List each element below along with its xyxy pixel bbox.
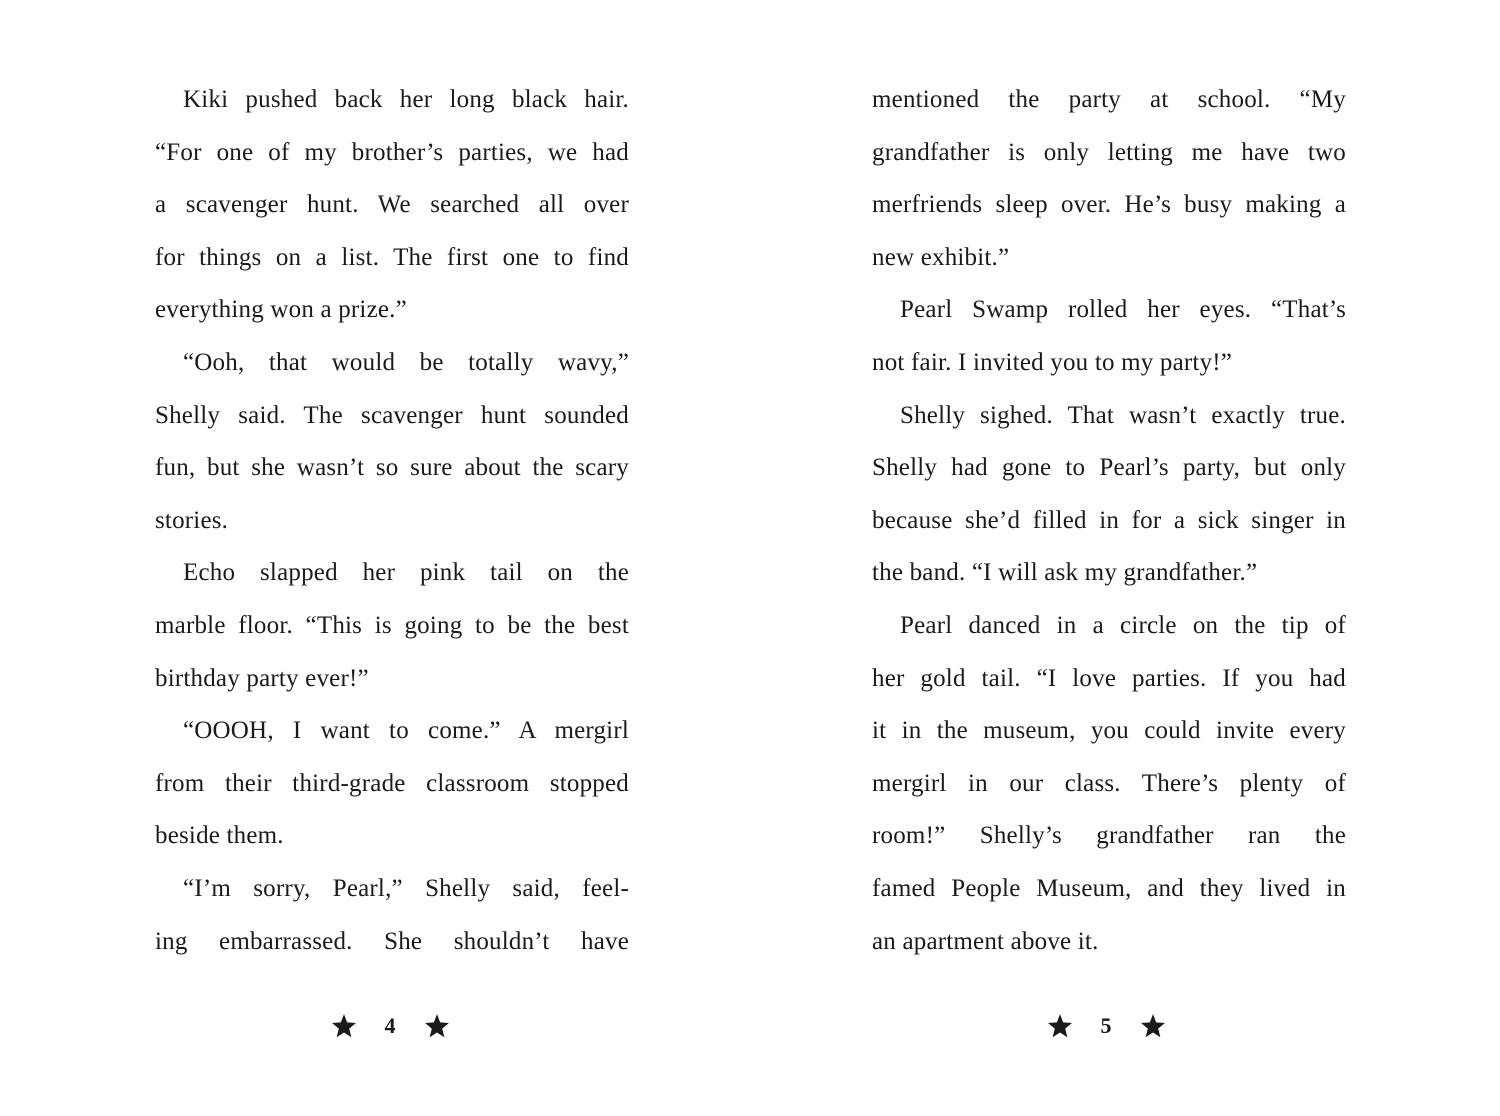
text-line: mentioned the party at school. “My [872, 86, 1346, 113]
text-line: famed People Museum, and they lived in [872, 874, 1346, 902]
text-line: not fair. I invited you to my party!” [872, 348, 1233, 376]
text-line: beside them. [155, 822, 284, 850]
star-icon [424, 1013, 450, 1039]
star-icon [331, 1013, 357, 1039]
star-icon [1140, 1013, 1166, 1039]
text-line: a scavenger hunt. We searched all over [155, 191, 629, 219]
left-page-footer [320, 1006, 460, 1046]
text-line: stories. [155, 506, 229, 534]
text-line: “OOOH, I want to come.” A mergirl [183, 717, 629, 745]
text-line: Shelly said. The scavenger hunt sounded [155, 401, 629, 429]
right-page-footer [1036, 1006, 1176, 1046]
text-line: merfriends sleep over. He’s busy making a [872, 191, 1346, 219]
text-line: Kiki pushed back her long black hair. [183, 86, 629, 113]
page-number: 5 [1100, 1013, 1112, 1038]
text-line: Shelly had gone to Pearl’s party, but only [872, 454, 1346, 482]
text-line: Pearl danced in a circle on the tip of [900, 611, 1346, 639]
text-line: her gold tail. “I love parties. If you had [872, 664, 1346, 692]
text-line: Pearl Swamp rolled her eyes. “That’s [900, 296, 1346, 324]
star-icon [1047, 1013, 1073, 1039]
left-page [155, 74, 629, 968]
text-line: new exhibit.” [872, 243, 1010, 271]
right-page [872, 74, 1346, 968]
text-line: “Ooh, that would be totally wavy,” [183, 348, 629, 376]
text-line: birthday party ever!” [155, 664, 369, 692]
text-line: “For one of my brother’s parties, we had [155, 138, 629, 166]
text-line: mergirl in our class. There’s plenty of [872, 769, 1346, 797]
text-line: for things on a list. The first one to find [155, 243, 629, 271]
text-line: because she’d filled in for a sick singer in [872, 506, 1346, 534]
text-line: ing embarrassed. She shouldn’t have [155, 927, 629, 955]
text-line: room!” Shelly’s grandfather ran the [872, 822, 1346, 850]
text-line: the band. “I will ask my grandfather.” [872, 559, 1258, 587]
page-number: 4 [384, 1013, 396, 1038]
text-line: an apartment above it. [872, 927, 1099, 955]
text-line: fun, but she wasn’t so sure about the scary [155, 454, 629, 482]
text-line: everything won a prize.” [155, 296, 407, 324]
text-line: “I’m sorry, Pearl,” Shelly said, feel- [183, 874, 629, 902]
text-line: grandfather is only letting me have two [872, 138, 1346, 166]
text-line: Echo slapped her pink tail on the [183, 559, 629, 587]
text-line: from their third-grade classroom stopped [155, 769, 629, 797]
text-line: marble floor. “This is going to be the best [155, 611, 629, 639]
text-line: it in the museum, you could invite every [872, 717, 1346, 745]
text-line: Shelly sighed. That wasn’t exactly true. [900, 401, 1346, 429]
